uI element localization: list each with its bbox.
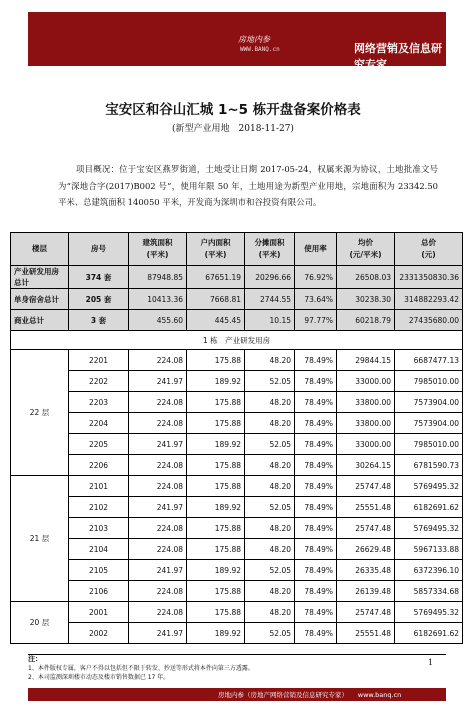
table-cell: 78.49% (295, 623, 337, 644)
unit-number: 2101 (69, 476, 129, 497)
table-cell: 189.92 (187, 497, 245, 518)
table-cell: 175.88 (187, 413, 245, 434)
table-cell: 7985010.00 (395, 434, 463, 455)
table-cell: 78.49% (295, 581, 337, 602)
table-cell: 6372396.10 (395, 560, 463, 581)
table-cell: 78.49% (295, 434, 337, 455)
table-cell: 78.49% (295, 539, 337, 560)
table-cell: 175.88 (187, 518, 245, 539)
summary-rate: 76.92% (295, 266, 337, 289)
table-cell: 30264.15 (337, 455, 395, 476)
table-cell: 175.88 (187, 392, 245, 413)
table-cell: 175.88 (187, 476, 245, 497)
table-cell: 224.08 (129, 413, 187, 434)
table-cell: 224.08 (129, 455, 187, 476)
table-cell: 241.97 (129, 623, 187, 644)
table-cell: 5769495.32 (395, 476, 463, 497)
table-cell: 25747.48 (337, 602, 395, 623)
table-cell: 52.05 (245, 434, 295, 455)
table-row (11, 434, 463, 455)
table-cell: 5769495.32 (395, 518, 463, 539)
summary-total: 314882293.42 (395, 289, 463, 310)
unit-number: 2202 (69, 371, 129, 392)
table-cell: 78.49% (295, 560, 337, 581)
table-row (11, 602, 463, 623)
table-cell: 175.88 (187, 602, 245, 623)
section-row (11, 331, 463, 350)
table-cell: 52.05 (245, 497, 295, 518)
table-row (11, 392, 463, 413)
column-header: 户内面积 (平米) (187, 233, 245, 266)
footer-text: 房地内参（房地产网络营销及信息研究专家） www.banq.cn (218, 691, 402, 699)
table-cell: 6182691.62 (395, 497, 463, 518)
column-header: 房号 (69, 233, 129, 266)
table-cell: 5967133.88 (395, 539, 463, 560)
table-cell: 6687477.13 (395, 350, 463, 371)
table-cell: 48.20 (245, 392, 295, 413)
table-cell: 48.20 (245, 350, 295, 371)
column-header: 总价 (元) (395, 233, 463, 266)
table-cell: 78.49% (295, 392, 337, 413)
summary-label: 单身宿舍总计 (11, 289, 69, 310)
table-cell: 78.49% (295, 602, 337, 623)
table-cell: 6182691.62 (395, 623, 463, 644)
table-cell: 224.08 (129, 350, 187, 371)
unit-number: 2203 (69, 392, 129, 413)
table-cell: 52.05 (245, 623, 295, 644)
table-cell: 52.05 (245, 560, 295, 581)
table-cell: 78.49% (295, 371, 337, 392)
table-cell: 48.20 (245, 602, 295, 623)
table-cell: 224.08 (129, 392, 187, 413)
column-header: 均价 (元/平米) (337, 233, 395, 266)
page-title: 宝安区和谷山汇城 1~5 栋开盘备案价格表 (105, 102, 361, 118)
table-row (11, 581, 463, 602)
table-cell: 224.08 (129, 581, 187, 602)
table-cell: 189.92 (187, 371, 245, 392)
summary-inner: 7668.81 (187, 289, 245, 310)
summary-area: 10413.36 (129, 289, 187, 310)
table-cell: 189.92 (187, 623, 245, 644)
unit-number: 2204 (69, 413, 129, 434)
table-cell: 78.49% (295, 350, 337, 371)
table-cell: 5857334.68 (395, 581, 463, 602)
summary-total: 27435680.00 (395, 310, 463, 331)
table-cell: 224.08 (129, 602, 187, 623)
summary-row (11, 310, 463, 331)
unit-number: 2105 (69, 560, 129, 581)
summary-row (11, 266, 463, 289)
unit-number: 2001 (69, 602, 129, 623)
floor-label: 20 层 (11, 602, 69, 644)
table-cell: 25551.48 (337, 497, 395, 518)
summary-inner: 67651.19 (187, 266, 245, 289)
table-cell: 175.88 (187, 539, 245, 560)
table-cell: 26139.48 (337, 581, 395, 602)
table-row (11, 350, 463, 371)
table-cell: 25747.48 (337, 518, 395, 539)
footnote-title: 注： (28, 655, 42, 663)
column-header: 分摊面积 (平米) (245, 233, 295, 266)
footnote (28, 654, 446, 687)
table-cell: 189.92 (187, 560, 245, 581)
summary-avg: 30238.30 (337, 289, 395, 310)
table-cell: 175.88 (187, 350, 245, 371)
summary-avg: 26508.03 (337, 266, 395, 289)
table-cell: 5769495.32 (395, 602, 463, 623)
summary-total: 2331350830.36 (395, 266, 463, 289)
table-cell: 224.08 (129, 539, 187, 560)
table-cell: 29844.15 (337, 350, 395, 371)
summary-area: 455.60 (129, 310, 187, 331)
unit-number: 2201 (69, 350, 129, 371)
summary-label: 商业总计 (11, 310, 69, 331)
table-cell: 52.05 (245, 371, 295, 392)
brand-logo: 房地内参 (238, 35, 270, 44)
table-cell: 26629.48 (337, 539, 395, 560)
summary-rate: 73.64% (295, 289, 337, 310)
table-row (11, 539, 463, 560)
price-table (10, 232, 463, 644)
table-cell: 25747.48 (337, 476, 395, 497)
table-cell: 78.49% (295, 455, 337, 476)
footnote-line: 1、本件版权专属，客户不得以包括但不限于转发、抄送等形式将本件向第三方透露。 (28, 665, 254, 672)
table-header-row (11, 233, 463, 266)
summary-count: 3 套 (69, 310, 129, 331)
table-cell: 7573904.00 (395, 392, 463, 413)
page-subtitle: (新型产业用地 2018-11-27) (172, 124, 294, 134)
unit-number: 2002 (69, 623, 129, 644)
table-cell: 48.20 (245, 413, 295, 434)
table-cell: 33800.00 (337, 413, 395, 434)
unit-number: 2103 (69, 518, 129, 539)
section-title: 1 栋 产业研发用房 (11, 331, 463, 350)
table-cell: 33000.00 (337, 434, 395, 455)
footnote-line: 2、本司监测深圳楼市动态及楼市销售数据已 17 年。 (28, 674, 170, 681)
table-cell: 241.97 (129, 560, 187, 581)
table-row (11, 518, 463, 539)
summary-avg: 60218.79 (337, 310, 395, 331)
project-overview: 项目概况：位于宝安区燕罗街道，土地受让日期 2017-05-24，权属来源为协议，土地批准文号为“深地合字(2017)B002 号”，使用年限 50 年，土地用途为新型产业用地，宗地面积为 23342.50 平米、总建筑面积 140050 平米，开发商为深圳市和谷投资有限公司。 (58, 164, 438, 207)
table-cell: 26335.48 (337, 560, 395, 581)
table-row (11, 413, 463, 434)
summary-shared: 2744.55 (245, 289, 295, 310)
brand-tagline: 网络营销及信息研究专家 (354, 42, 442, 71)
unit-number: 2206 (69, 455, 129, 476)
summary-shared: 10.15 (245, 310, 295, 331)
table-cell: 241.97 (129, 497, 187, 518)
table-cell: 78.49% (295, 413, 337, 434)
summary-label: 产业研发用房总计 (11, 266, 69, 289)
column-header: 楼层 (11, 233, 69, 266)
unit-number: 2205 (69, 434, 129, 455)
table-cell: 48.20 (245, 539, 295, 560)
summary-row (11, 289, 463, 310)
table-cell: 189.92 (187, 434, 245, 455)
floor-label: 21 层 (11, 476, 69, 602)
table-cell: 175.88 (187, 581, 245, 602)
page-number: 1 (428, 658, 434, 667)
table-row (11, 560, 463, 581)
floor-label: 22 层 (11, 350, 69, 476)
header-banner (28, 12, 446, 71)
table-cell: 241.97 (129, 434, 187, 455)
table-cell: 224.08 (129, 476, 187, 497)
summary-rate: 97.77% (295, 310, 337, 331)
table-cell: 78.49% (295, 497, 337, 518)
table-cell: 78.49% (295, 476, 337, 497)
table-row (11, 371, 463, 392)
table-cell: 33000.00 (337, 371, 395, 392)
unit-number: 2102 (69, 497, 129, 518)
table-cell: 48.20 (245, 581, 295, 602)
table-cell: 7573904.00 (395, 413, 463, 434)
table-row (11, 476, 463, 497)
summary-count: 374 套 (69, 266, 129, 289)
table-cell: 175.88 (187, 455, 245, 476)
unit-number: 2106 (69, 581, 129, 602)
unit-number: 2104 (69, 539, 129, 560)
table-cell: 78.49% (295, 518, 337, 539)
summary-shared: 20296.66 (245, 266, 295, 289)
table-cell: 224.08 (129, 518, 187, 539)
brand-url: WWW.BANQ.cn (240, 46, 280, 53)
table-cell: 33800.00 (337, 392, 395, 413)
summary-inner: 445.45 (187, 310, 245, 331)
table-cell: 25551.48 (337, 623, 395, 644)
table-cell: 6781590.73 (395, 455, 463, 476)
summary-count: 205 套 (69, 289, 129, 310)
table-cell: 48.20 (245, 476, 295, 497)
table-row (11, 455, 463, 476)
column-header: 建筑面积 (平米) (129, 233, 187, 266)
table-cell: 241.97 (129, 371, 187, 392)
summary-area: 87948.85 (129, 266, 187, 289)
column-header: 使用率 (295, 233, 337, 266)
table-cell: 48.20 (245, 518, 295, 539)
table-row (11, 497, 463, 518)
table-cell: 48.20 (245, 455, 295, 476)
footer-banner (28, 688, 446, 701)
table-cell: 7985010.00 (395, 371, 463, 392)
table-row (11, 623, 463, 644)
